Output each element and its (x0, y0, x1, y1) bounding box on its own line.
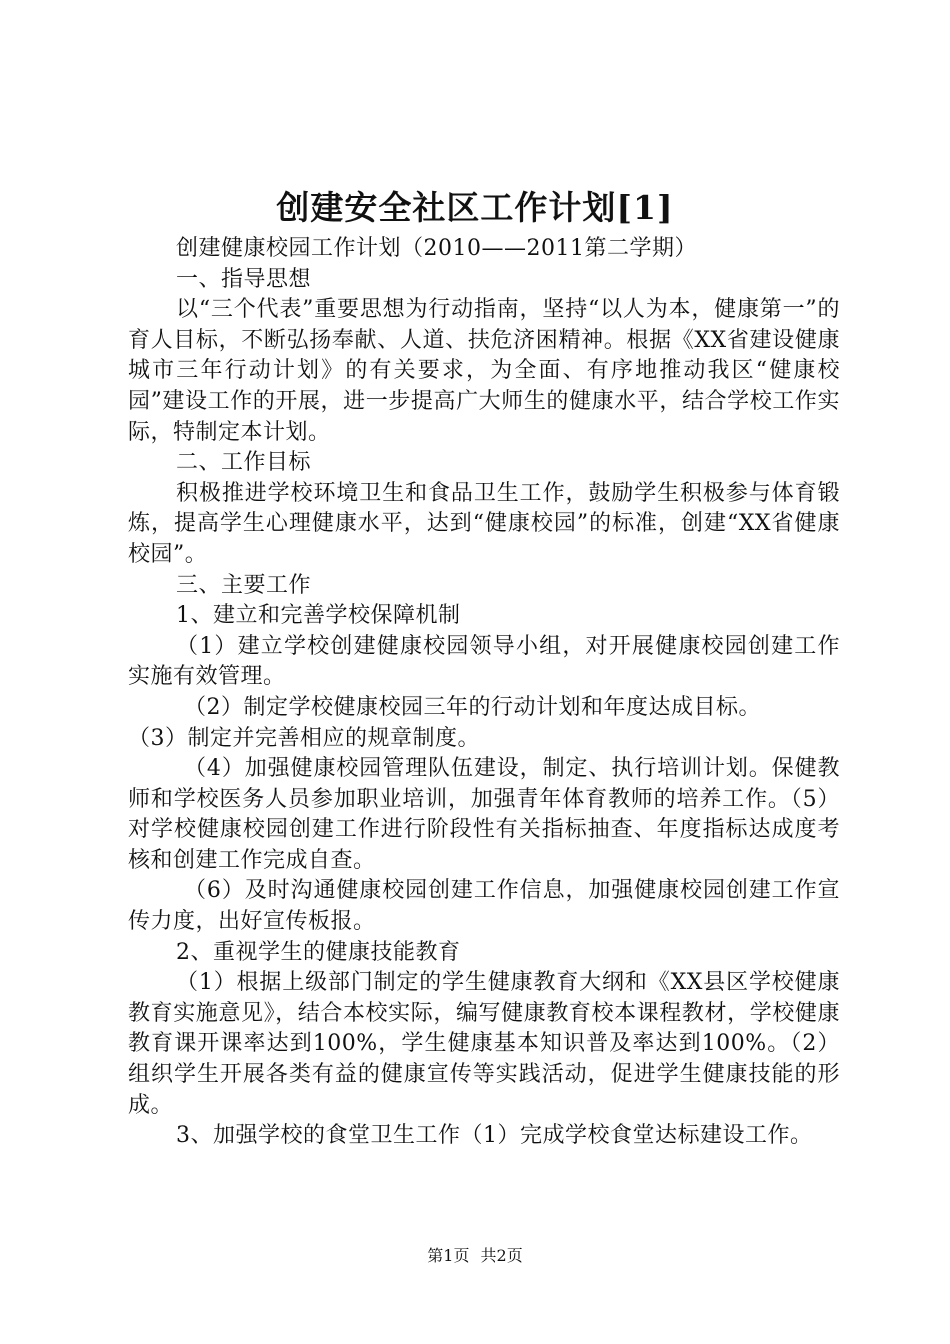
section-heading: 一、指导思想 (176, 266, 312, 292)
section-heading: 三、主要工作 (176, 572, 312, 598)
paragraph: （6）及时沟通健康校园创建工作信息，加强健康校园创建工作宣传力度，出好宣传板报。 (128, 878, 840, 935)
paragraph: （1）根据上级部门制定的学生健康教育大纲和《XX县区学校健康教育实施意见》，结合本校实际，编写健康教育校本课程教材，学校健康教育课开课率达到100%，学生健康基本知识普及率达到100%。（2）组织学生开展各类有益的健康宣传等实践活动，促进学生健康技能的形成。 (128, 970, 840, 1118)
paragraph: 积极推进学校环境卫生和食品卫生工作，鼓励学生积极参与体育锻炼，提高学生心理健康水平，达到“健康校园”的标准，创建“XX省健康校园”。 (128, 480, 840, 567)
page-total: 共2页 (480, 1246, 523, 1265)
paragraph: （3）制定并完善相应的规章制度。 (128, 725, 480, 751)
paragraph: （2）制定学校健康校园三年的行动计划和年度达成目标。 (184, 694, 761, 720)
paragraph: （4）加强健康校园管理队伍建设，制定、执行培训计划。保健教师和学校医务人员参加职业培训，加强青年体育教师的培养工作。（5）对学校健康校园创建工作进行阶段性有关指标抽查、年度指标达成度考核和创建工作完成自查。 (128, 756, 840, 873)
section-heading: 二、工作目标 (176, 450, 312, 476)
document-title: 创建安全社区工作计划[1] (276, 188, 674, 227)
subsection-heading: 1、建立和完善学校保障机制 (176, 603, 461, 629)
page-number: 第1页 (427, 1246, 470, 1265)
paragraph: 3、加强学校的食堂卫生工作（1）完成学校食堂达标建设工作。 (176, 1123, 813, 1149)
document-body (128, 234, 840, 1152)
paragraph: 以“三个代表”重要思想为行动指南，坚持“以人为本，健康第一”的育人目标，不断弘扬奉献、人道、扶危济困精神。根据《XX省建设健康城市三年行动计划》的有关要求，为全面、有序地推动我区“健康校园”建设工作的开展，进一步提高广大师生的健康水平，结合学校工作实际，特制定本计划。 (128, 297, 840, 445)
subsection-heading: 2、重视学生的健康技能教育 (176, 939, 461, 965)
paragraph: （1）建立学校创建健康校园领导小组，对开展健康校园创建工作实施有效管理。 (128, 633, 840, 690)
paragraph: 创建健康校园工作计划（2010——2011第二学期） (176, 236, 697, 261)
page-footer (0, 1246, 950, 1266)
